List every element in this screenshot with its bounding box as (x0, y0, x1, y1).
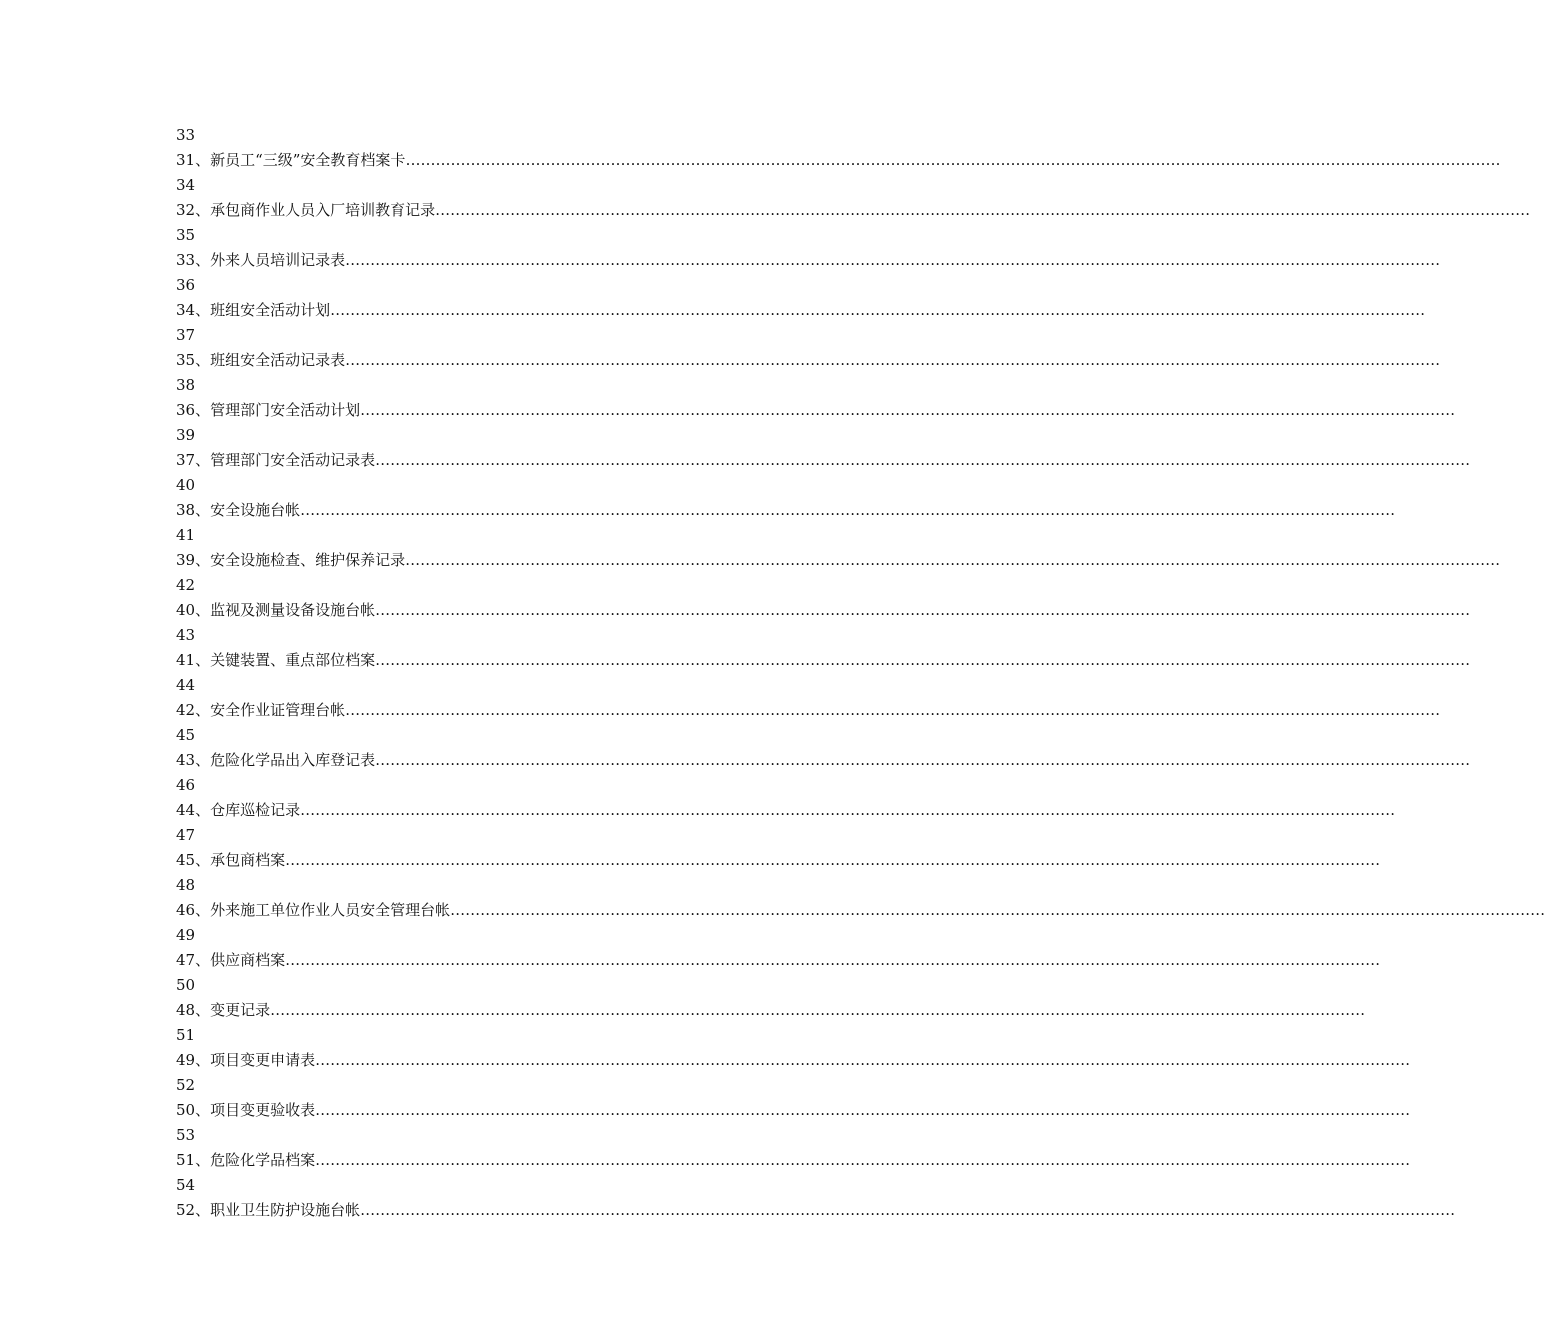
toc-dot-leader: ………………………………………………………………………………………………………………………………………………………………………………………………… (435, 201, 1531, 219)
toc-entry-title: 40、监视及测量设备设施台帐 (176, 601, 376, 619)
page-number-text: 40 (176, 476, 196, 494)
toc-entry (176, 1048, 1411, 1073)
toc-page-number (176, 1173, 806, 1198)
page-number-text: 50 (176, 976, 196, 994)
toc-page-number (176, 123, 806, 148)
page-number-text: 54 (176, 1176, 196, 1194)
toc-entry-title: 32、承包商作业人员入厂培训教育记录 (176, 201, 436, 219)
toc-entry (176, 448, 1471, 473)
toc-page-number (176, 773, 806, 798)
toc-page-number (176, 823, 806, 848)
toc-entry-title: 43、危险化学品出入库登记表 (176, 751, 376, 769)
toc-entry-title: 33、外来人员培训记录表 (176, 251, 346, 269)
toc-dot-leader: ………………………………………………………………………………………………………………………………………………………………………………………………… (315, 1151, 1411, 1169)
toc-dot-leader: ………………………………………………………………………………………………………………………………………………………………………………………………… (360, 1201, 1456, 1219)
page-number-text: 38 (176, 376, 196, 394)
toc-page-number (176, 923, 806, 948)
toc-dot-leader: ………………………………………………………………………………………………………………………………………………………………………………………………… (345, 701, 1441, 719)
page-number-text: 41 (176, 526, 196, 544)
toc-page-number (176, 473, 806, 498)
toc-page-number (176, 523, 806, 548)
toc-entry (176, 598, 1471, 623)
toc-dot-leader: ………………………………………………………………………………………………………………………………………………………………………………………………… (285, 851, 1381, 869)
toc-entry-title: 51、危险化学品档案 (176, 1151, 316, 1169)
toc-entry (176, 1198, 1456, 1223)
toc-entry (176, 1148, 1411, 1173)
page-number-text: 35 (176, 226, 196, 244)
toc-entry-title: 47、供应商档案 (176, 951, 286, 969)
toc-entry-title: 38、安全设施台帐 (176, 501, 301, 519)
toc-entry-title: 34、班组安全活动计划 (176, 301, 331, 319)
toc-page-number (176, 1023, 806, 1048)
table-of-contents (176, 123, 1545, 1223)
toc-entry (176, 548, 1501, 573)
toc-dot-leader: ………………………………………………………………………………………………………………………………………………………………………………………………… (405, 151, 1501, 169)
toc-dot-leader: ………………………………………………………………………………………………………………………………………………………………………………………………… (375, 601, 1471, 619)
toc-entry (176, 498, 1396, 523)
toc-entry (176, 748, 1471, 773)
toc-dot-leader: ………………………………………………………………………………………………………………………………………………………………………………………………… (405, 551, 1501, 569)
toc-page-number (176, 623, 806, 648)
toc-entry-title: 45、承包商档案 (176, 851, 286, 869)
toc-page-number (176, 973, 806, 998)
page-number-text: 47 (176, 826, 196, 844)
toc-page-number (176, 373, 806, 398)
toc-dot-leader: ………………………………………………………………………………………………………………………………………………………………………………………………… (300, 501, 1396, 519)
toc-entry-title: 41、关键装置、重点部位档案 (176, 651, 376, 669)
toc-page-number (176, 1073, 806, 1098)
toc-page-number (176, 1123, 806, 1148)
toc-entry (176, 648, 1471, 673)
page-number-text: 36 (176, 276, 196, 294)
toc-dot-leader: ………………………………………………………………………………………………………………………………………………………………………………………………… (300, 801, 1396, 819)
toc-entry-title: 49、项目变更申请表 (176, 1051, 316, 1069)
toc-entry (176, 698, 1441, 723)
toc-page-number (176, 723, 806, 748)
toc-dot-leader: ………………………………………………………………………………………………………………………………………………………………………………………………… (270, 1001, 1366, 1019)
toc-dot-leader: ………………………………………………………………………………………………………………………………………………………………………………………………… (360, 401, 1456, 419)
page-number-text: 49 (176, 926, 196, 944)
toc-entry (176, 148, 1501, 173)
toc-page-number (176, 223, 806, 248)
page-number-text: 37 (176, 326, 196, 344)
toc-entry-title: 31、新员工“三级”安全教育档案卡 (176, 151, 406, 169)
toc-entry (176, 348, 1441, 373)
toc-dot-leader: ………………………………………………………………………………………………………………………………………………………………………………………………… (345, 351, 1441, 369)
toc-entry (176, 848, 1381, 873)
toc-dot-leader: ………………………………………………………………………………………………………………………………………………………………………………………………… (375, 751, 1471, 769)
toc-page-number (176, 423, 806, 448)
page-number-text: 33 (176, 126, 196, 144)
toc-page-number (176, 573, 806, 598)
toc-entry (176, 398, 1456, 423)
toc-dot-leader: ………………………………………………………………………………………………………………………………………………………………………………………………… (345, 251, 1441, 269)
page-number-text: 52 (176, 1076, 196, 1094)
page-number-text: 53 (176, 1126, 196, 1144)
toc-entry (176, 1098, 1411, 1123)
toc-entry-title: 50、项目变更验收表 (176, 1101, 316, 1119)
toc-dot-leader: ………………………………………………………………………………………………………………………………………………………………………………………………… (375, 451, 1471, 469)
toc-dot-leader: ………………………………………………………………………………………………………………………………………………………………………………………………… (375, 651, 1471, 669)
toc-entry-title: 35、班组安全活动记录表 (176, 351, 346, 369)
toc-entry-title: 39、安全设施检查、维护保养记录 (176, 551, 406, 569)
toc-entry (176, 898, 1545, 923)
page-number-text: 48 (176, 876, 196, 894)
toc-entry (176, 998, 1366, 1023)
toc-entry (176, 948, 1381, 973)
page-number-text: 34 (176, 176, 196, 194)
toc-entry-title: 42、安全作业证管理台帐 (176, 701, 346, 719)
toc-page-number (176, 173, 806, 198)
toc-page-number (176, 873, 806, 898)
toc-dot-leader: ………………………………………………………………………………………………………………………………………………………………………………………………… (315, 1051, 1411, 1069)
toc-entry (176, 298, 1426, 323)
toc-page-number (176, 273, 806, 298)
page-number-text: 39 (176, 426, 196, 444)
toc-page-number (176, 323, 806, 348)
page-number-text: 43 (176, 626, 196, 644)
page-number-text: 51 (176, 1026, 196, 1044)
toc-entry (176, 248, 1441, 273)
toc-entry-title: 52、职业卫生防护设施台帐 (176, 1201, 361, 1219)
page-number-text: 44 (176, 676, 196, 694)
toc-dot-leader: ………………………………………………………………………………………………………………………………………………………………………………………………… (330, 301, 1426, 319)
toc-dot-leader: ………………………………………………………………………………………………………………………………………………………………………………………………… (315, 1101, 1411, 1119)
page-number-text: 46 (176, 776, 196, 794)
toc-entry (176, 798, 1396, 823)
toc-entry-title: 48、变更记录 (176, 1001, 271, 1019)
toc-dot-leader: ………………………………………………………………………………………………………………………………………………………………………………………………… (285, 951, 1381, 969)
page-number-text: 42 (176, 576, 196, 594)
toc-entry-title: 37、管理部门安全活动记录表 (176, 451, 376, 469)
toc-entry-title: 46、外来施工单位作业人员安全管理台帐 (176, 901, 451, 919)
toc-entry-title: 44、仓库巡检记录 (176, 801, 301, 819)
toc-entry-title: 36、管理部门安全活动计划 (176, 401, 361, 419)
toc-dot-leader: ………………………………………………………………………………………………………………………………………………………………………………………………… (450, 901, 1545, 919)
page-number-text: 45 (176, 726, 196, 744)
toc-page-number (176, 673, 806, 698)
toc-entry (176, 198, 1531, 223)
